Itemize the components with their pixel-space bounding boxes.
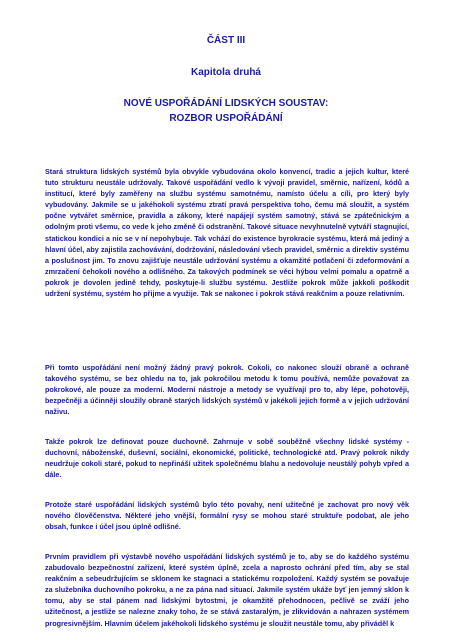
part-heading: ČÁST III bbox=[206, 35, 246, 46]
title-line-1: NOVÉ USPOŘÁDÁNÍ LIDSKÝCH SOUSTAV: bbox=[123, 98, 329, 109]
paragraph: Protože staré uspořádání lidských systémů bylo této povahy, není užitečné je zachovat pro nový věk nového člověčenstva. Některé jeho vnější, formální rysy se mohou staré struktuře podobat, ale jeho obsah, funkce i účel jsou úplně odlišné. bbox=[45, 500, 409, 532]
chapter-heading: Kapitola druhá bbox=[190, 67, 261, 78]
paragraph: Při tomto uspořádání není možný žádný pravý pokrok. Cokoli, co nakonec slouží obraně a ochraně takového systému, se bez ohledu na to, jak pokročilou metodu k tomu používá, nemůže považovat za pokrokové, ale pouze za moderní. Moderní nástroje a metody se využívají pro to, aby lépe, pohotověji, bezpečněji a účinněji sloužily obraně starých lidských systémů v jakékoli jejich formě a v jejich udržování naživu. bbox=[45, 363, 409, 417]
paragraph: Takže pokrok lze definovat pouze duchovně. Zahrnuje v sobě souběžně všechny lidské systémy - duchovní, náboženské, duševní, sociální, ekonomické, politické, technologické atd. Pravý pokrok nikdy neudržuje cokoli staré, pokud to nepřináší užitek společnému blahu a nedovoluje neustálý pohyb vpřed a dále. bbox=[45, 437, 409, 480]
paragraph: Prvním pravidlem při výstavbě nového uspořádání lidských systémů je to, aby se do každého systému zabudovalo bezpečnostní zařízení, které systém úplně, zcela a naprosto ochrání před tím, aby se stal reakčním a sebeudržujícím se sklonem ke stagnaci a statickému rozpoložení. Každý systém se považuje za služebníka duchovního pokroku, a ne za pána nad situací. Jakmile systém ukáže byť jen jemný sklon k tomu, aby se stal pánem nad lidskými bytostmi, je okamžitě přehodnocen, pečlivě se zváží jeho užitečnost, a jestliže se nalezne znaky toho, že se stává zastaralým, je zlikvidován a nahrazen systémem progresivnějším. Hlavním účelem jakéhokoli lidského systému je sloužit neustále tomu, aby přiváděl k bbox=[45, 552, 409, 628]
paragraph: Stará struktura lidských systémů byla obvykle vybudována okolo konvencí, tradic a jejich kultur, které tuto strukturu neustále udržovaly. Takové uspořádání vedlo k vývoji pravidel, směrnic, nařízení, kódů a institucí, které byly zaměřeny na službu systému samotnému, namísto účelu a cíli, pro který byly vybudovány. Jakmile se u jakéhokoli systému ztratí pravá perspektiva toho, čemu má sloužit, a systém počne vytvářet směrnice, pravidla a zákony, které napájejí systém samotný, stává se zpátečnickým a odolným proti všemu, co vede k jeho změně či odstranění. Takové situace nevyhnutelně vytváří stagnující, statickou kondici a nic se v ní nepohybuje. Tak vchází do existence byrokracie systému, která má jediný a hlavní účel, aby zajistila zachovávání, dodržování, následování všech pravidel, směrnic a direktiv systému a poslušnost jim. To znovu zajišťuje neustále udržování systému a okamžité potlačení či zdeformování a zmrzačení čehokoli nového a odlišného. Za takových podmínek se věci hýbou velmi pomalu a opatrně a pokrok je dovolen jedině tehdy, poskytuje-li službu systému. Jestliže pokrok může jakkoli poškodit udržení systému, systém ho přijme a využije. Tak se nakonec i pokrok stává reakčním a pouze relativním. bbox=[45, 167, 409, 299]
title-line-2: ROZBOR USPOŘÁDÁNÍ bbox=[169, 113, 283, 124]
